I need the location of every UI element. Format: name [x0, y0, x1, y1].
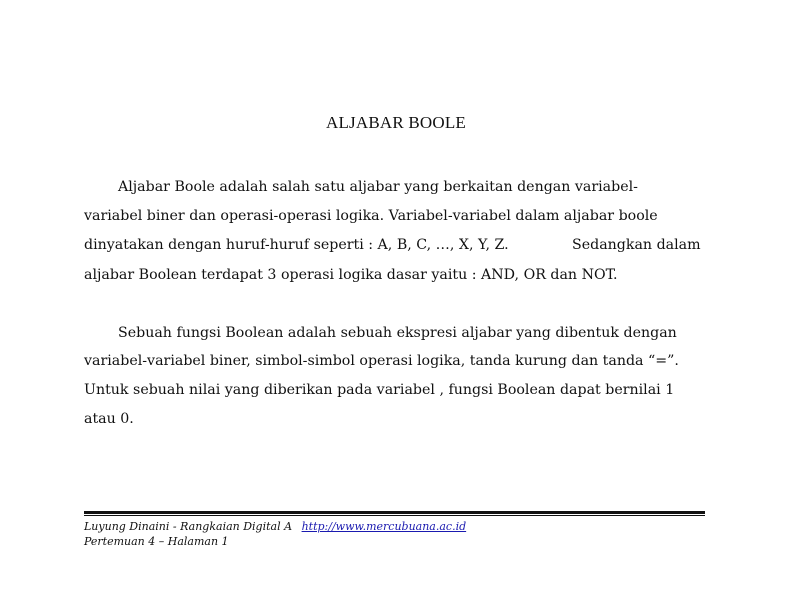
paragraph-line: variabel biner dan operasi-operasi logika. Variabel-variabel dalam aljabar boole [84, 208, 658, 224]
paragraph-line: dinyatakan dengan huruf-huruf seperti : A, B, C, …, X, Y, Z. [84, 237, 509, 253]
paragraph-line: atau 0. [84, 411, 134, 427]
paragraph-line: aljabar Boolean terdapat 3 operasi logika dasar yaitu : AND, OR dan NOT. [84, 267, 618, 283]
footer-line-1 [84, 519, 466, 534]
page-title: ALJABAR BOOLE [325, 113, 467, 132]
footer-website-link[interactable]: http://www.mercubuana.ac.id [301, 520, 467, 533]
paragraph-line: Sebuah fungsi Boolean adalah sebuah ekspresi aljabar yang dibentuk dengan [118, 325, 677, 341]
paragraph-line: Aljabar Boole adalah salah satu aljabar yang berkaitan dengan variabel- [118, 179, 638, 195]
page-footer [84, 519, 466, 549]
footer-author-course: Luyung Dinaini - Rangkaian Digital A [84, 520, 293, 533]
paragraph-line: Untuk sebuah nilai yang diberikan pada variabel , fungsi Boolean dapat bernilai 1 [84, 382, 675, 398]
footer-page-info: Pertemuan 4 – Halaman 1 [84, 535, 229, 548]
paragraph-line: Sedangkan dalam [572, 237, 701, 253]
footer-divider [84, 511, 705, 516]
paragraph-line: variabel-variabel biner, simbol-simbol operasi logika, tanda kurung dan tanda “=”. [84, 353, 679, 369]
